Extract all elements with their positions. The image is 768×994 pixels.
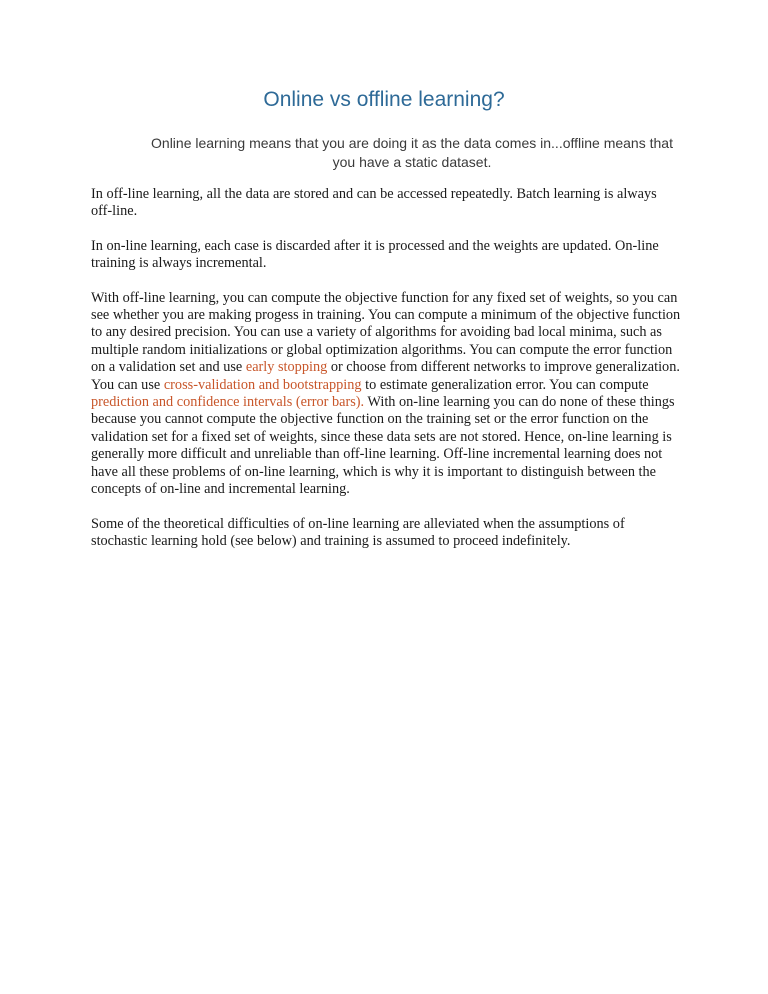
paragraph-comparison-text-1: With off-line learning, you can compute the objective function for any fixed set of weights, so you can see whether you are making progess in training. You can compute a minimum of the objective function to any desired precision. You can use a variety of algorithms for avoiding bad local minima, such as multiple random initializations or global optimization algorithms. You can compute the error function on a validation set and use xyxy=(91,289,681,376)
paragraph-comparison-text-4: With on-line learning you can do none of these things because you cannot compute the objective function on the training set or the error function on the validation set for a fixed set of weights, since these data sets are not stored. Hence, on-line learning is generally more difficult and unreliable than off-line learning. Off-line incremental learning does not have all these problems of on-line learning, which is why it is important to distinguish between the concepts of on-line and incremental learning. xyxy=(91,394,675,498)
paragraph-online: In on-line learning, each case is discarded after it is processed and the weights are updated. On-line training is always incremental. xyxy=(91,237,659,272)
page-subtitle: Online learning means that you are doing it as the data comes in...offline means that you have a static dataset. xyxy=(151,135,673,170)
prediction-intervals-link[interactable]: prediction and confidence intervals (error bars). xyxy=(91,394,365,411)
paragraph-comparison xyxy=(91,290,681,499)
paragraph-offline: In off-line learning, all the data are stored and can be accessed repeatedly. Batch learning is always off-line. xyxy=(91,186,657,220)
early-stopping-link[interactable]: early stopping xyxy=(245,359,328,376)
paragraph-comparison-text-2: or choose from different networks to improve generalization. You can use xyxy=(91,359,680,393)
page-title: Online vs offline learning? xyxy=(263,88,505,111)
document-body xyxy=(91,186,681,567)
paragraph-stochastic: Some of the theoretical difficulties of on-line learning are alleviated when the assumptions of stochastic learning hold (see below) and training is assumed to proceed indefinitely. xyxy=(91,515,625,549)
cross-validation-link[interactable]: cross-validation and bootstrapping xyxy=(163,376,362,393)
paragraph-comparison-text-3: to estimate generalization error. You can compute xyxy=(361,376,649,393)
